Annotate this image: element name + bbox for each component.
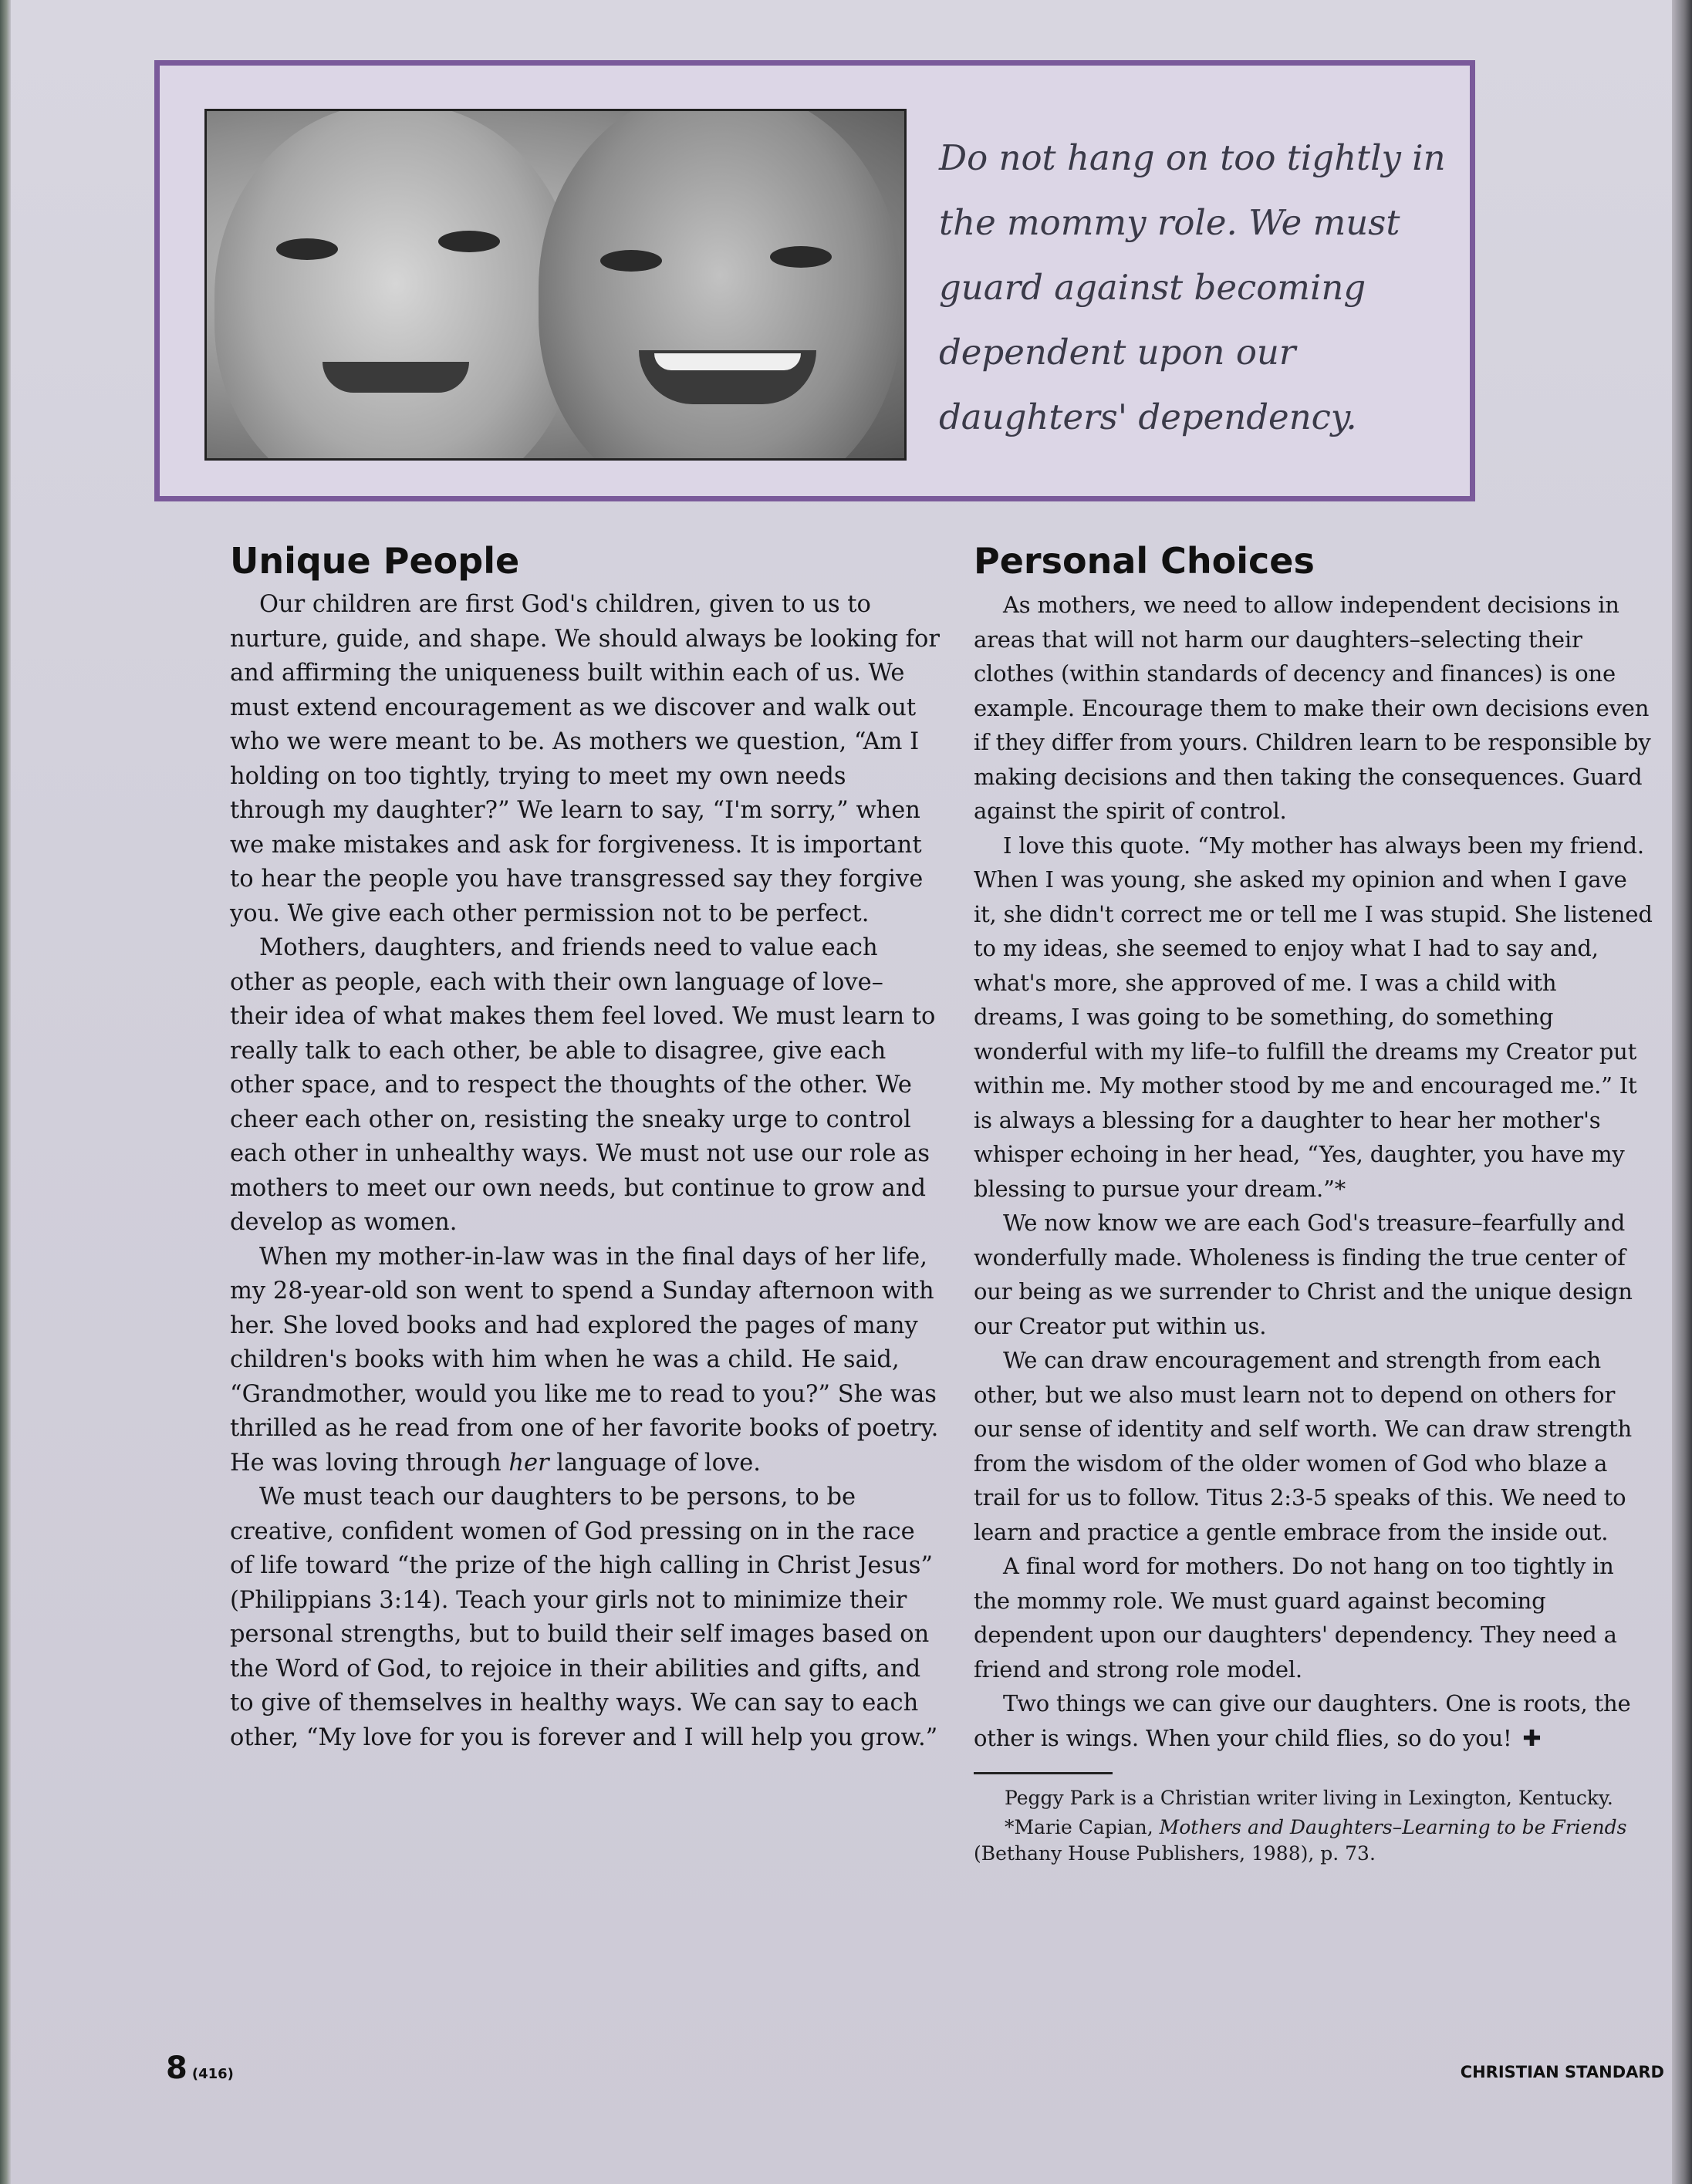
page-number <box>166 2051 234 2086</box>
paragraph-text: When my mother-in-law was in the final days of her life, my 28-year-old son went to spend a Sunday afternoon with her. She loved books and had explored the pages of many children's books with him when he was a child. He said, “Grandmother, would you like me to read to you?” She was thrilled as he read from one of her favorite books of poetry. He was loving through <box>230 1243 939 1477</box>
citation-title: Mothers and Daughters–Learning to be Friends <box>1159 1816 1627 1838</box>
mother-face <box>214 109 577 461</box>
author-note: Peggy Park is a Christian writer living in Lexington, Kentucky. <box>1005 1787 1613 1809</box>
citation-suffix: (Bethany House Publishers, 1988), p. 73. <box>974 1842 1376 1865</box>
magazine-name: CHRISTIAN STANDARD <box>1460 2063 1664 2081</box>
paragraph: Mothers, daughters, and friends need to value each other as people, each with their own language of love–their idea of what makes them feel loved. We must learn to really talk to each other, be able to disagree, give each other space, and to respect the thoughts of the other. We cheer each other on, resisting the sneaky urge to control each other in unhealthy ways. We must not use our role as mothers to meet our own needs, but continue to grow and develop as women. <box>230 934 936 1236</box>
paragraph: We can draw encouragement and strength from each other, but we also must learn not to depend on others for our sense of identity and self worth. We can draw strength from the wisdom of the older women of God who blaze a trail for us to follow. Titus 2:3-5 speaks of this. We need to learn and practice a gentle embrace from the inside out. <box>974 1347 1632 1545</box>
pull-quote: Do not hang on too tightly in the mommy role. We must guard against becoming dependent upon our daughters' dependency. <box>939 137 1446 437</box>
paragraph: We must teach our daughters to be persons, to be creative, confident women of God pressing on in the race of life toward “the prize of the high calling in Christ Jesus” (Philippians 3:14). Teach your girls not to minimize their personal strengths, but to build their self images based on the Word of God, to rejoice in their abilities and gifts, and to give of themselves in healthy ways. We can say to each other, “My love for you is forever and I will help you grow.” <box>230 1484 938 1751</box>
mother-daughter-photo <box>204 109 907 461</box>
citation-prefix: *Marie Capian, <box>1005 1816 1153 1838</box>
left-column <box>230 540 940 1755</box>
right-column <box>974 540 1653 1870</box>
paragraph: I love this quote. “My mother has always been my friend. When I was young, she asked my opinion and when I gave it, she didn't correct me or tell me I was stupid. She listened to my ideas, she seemed to enjoy what I had to say and, what's more, she approved of me. I was a child with dreams, I was going to be something, do something wonderful with my life–to fulfill the dreams my Creator put within me. My mother stood by me and encouraged me.” It is always a blessing for a daughter to hear her mother's whisper echoing in her head, “Yes, daughter, you have my blessing to pursue your dream.”* <box>974 832 1653 1202</box>
paragraph <box>974 1686 1653 1755</box>
heading-unique-people: Unique People <box>230 540 520 582</box>
daughter-face <box>539 109 901 461</box>
paragraph <box>230 1241 940 1481</box>
heading-personal-choices: Personal Choices <box>974 540 1315 582</box>
page-edge-right <box>1672 0 1692 2184</box>
paragraph: A final word for mothers. Do not hang on too tightly in the mommy role. We must guard against becoming dependent upon our daughters' dependency. They need a friend and strong role model. <box>974 1553 1617 1683</box>
paragraph-text: language of love. <box>556 1449 761 1477</box>
citation-note <box>974 1814 1653 1867</box>
feature-box <box>154 60 1475 501</box>
paragraph: We now know we are each God's treasure–fearfully and wonderfully made. Wholeness is finding the true center of our being as we surrender to Christ and the unique design our Creator put within us. <box>974 1210 1633 1339</box>
notes-divider <box>974 1772 1113 1774</box>
end-mark-icon: ✚ <box>1522 1724 1542 1751</box>
page-gutter-left <box>0 0 11 2184</box>
emphasis-text: her <box>508 1449 549 1477</box>
paragraph-text: Two things we can give our daughters. One is roots, the other is wings. When your child flies, so do you! <box>974 1690 1631 1751</box>
page-number-value: 8 <box>166 2051 187 2086</box>
page-number-sub: (416) <box>191 2066 234 2082</box>
paragraph: Our children are first God's children, given to us to nurture, guide, and shape. We should always be looking for and affirming the uniqueness built within each of us. We must extend encouragement as we discover and walk out who we were meant to be. As mothers we question, “Am I holding on too tightly, trying to meet my own needs through my daughter?” We learn to say, “I'm sorry,” when we make mistakes and ask for forgiveness. It is important to hear the people you have transgressed say they forgive you. We give each other permission not to be perfect. <box>230 591 940 927</box>
paragraph: As mothers, we need to allow independent decisions in areas that will not harm our daughters–selecting their clothes (within standards of decency and finances) is one example. Encourage them to make their own decisions even if they differ from yours. Children learn to be responsible by making decisions and then taking the consequences. Guard against the spirit of control. <box>974 592 1651 824</box>
